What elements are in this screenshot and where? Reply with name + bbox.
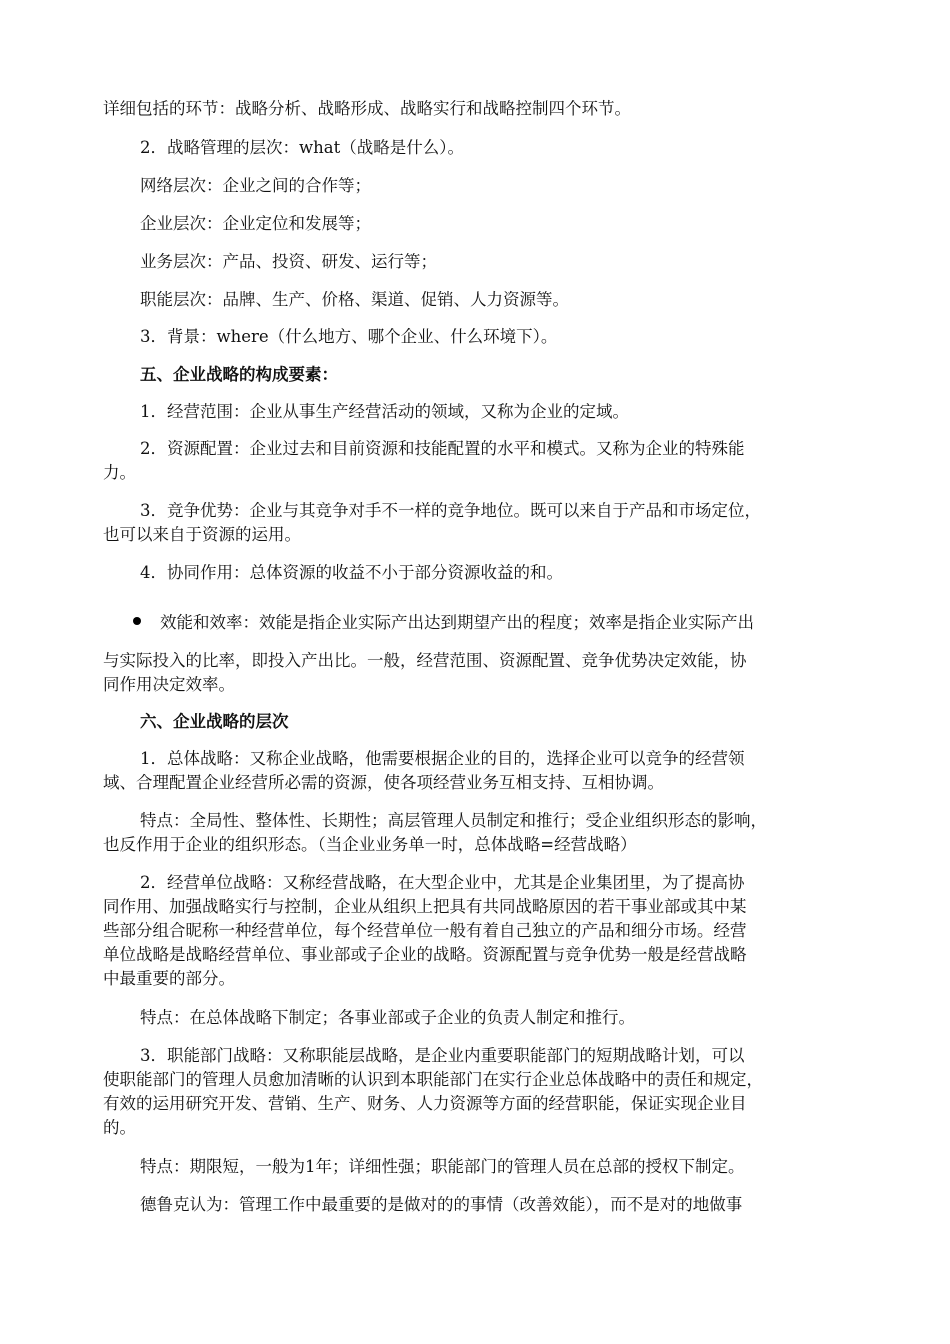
paragraph-competitive-advantage-line-2: 也可以来自于资源的运用。 [103,525,301,544]
paragraph-overall-features-line-1: 特点：全局性、整体性、长期性；高层管理人员制定和推行；受企业组织形态的影响， [140,811,767,830]
paragraph-resource-allocation-line-1: 2．资源配置：企业过去和目前资源和技能配置的水平和模式。又称为企业的特殊能 [140,439,745,458]
paragraph-background: 3．背景：where（什么地方、哪个企业、什么环境下）。 [140,327,558,346]
paragraph-functional-strategy-line-3: 有效的运用研究开发、营销、生产、财务、人力资源等方面的经营职能，保证实现企业目 [103,1094,747,1113]
bullet-dot-icon [133,617,141,625]
paragraph-business-unit-line-2: 同作用、加强战略实行与控制，企业从组织上把具有共同战略原因的若干事业部或其中某 [103,897,747,916]
paragraph-network-level: 网络层次：企业之间的合作等； [140,176,371,195]
paragraph-effectiveness-line-3: 同作用决定效率。 [103,675,235,694]
heading-section-five: 五、企业战略的构成要素： [140,365,338,384]
paragraph-functional-level: 职能层次：品牌、生产、价格、渠道、促销、人力资源等。 [140,290,569,309]
paragraph-management-levels: 2．战略管理的层次：what（战略是什么）。 [140,138,464,157]
paragraph-strategy-stages: 详细包括的环节：战略分析、战略形成、战略实行和战略控制四个环节。 [103,99,631,118]
paragraph-business-unit-line-5: 中最重要的部分。 [103,969,235,988]
paragraph-business-unit-line-3: 些部分组合昵称一种经营单位，每个经营单位一般有着自己独立的产品和细分市场。经营 [103,921,747,940]
paragraph-functional-strategy-line-1: 3．职能部门战略：又称职能层战略，是企业内重要职能部门的短期战略计划，可以 [140,1046,745,1065]
paragraph-synergy: 4．协同作用：总体资源的收益不小于部分资源收益的和。 [140,563,563,582]
paragraph-effectiveness-line-1: 效能和效率：效能是指企业实际产出达到期望产出的程度；效率是指企业实际产出 [160,613,754,632]
paragraph-overall-features-line-2: 也反作用于企业的组织形态。（当企业业务单一时，总体战略=经营战略） [103,835,637,854]
paragraph-resource-allocation-line-2: 力。 [103,463,136,482]
paragraph-business-level: 业务层次：产品、投资、研发、运行等； [140,252,437,271]
paragraph-enterprise-level: 企业层次：企业定位和发展等； [140,214,371,233]
paragraph-functional-strategy-line-4: 的。 [103,1118,136,1137]
paragraph-business-unit-line-1: 2．经营单位战略：又称经营战略，在大型企业中，尤其是企业集团里，为了提高协 [140,873,745,892]
paragraph-business-unit-line-4: 单位战略是战略经营单位、事业部或子企业的战略。资源配置与竞争优势一般是经营战略 [103,945,747,964]
paragraph-overall-strategy-line-2: 域、合理配置企业经营所必需的资源，使各项经营业务互相支持、互相协调。 [103,773,664,792]
paragraph-business-unit-features: 特点：在总体战略下制定；各事业部或子企业的负责人制定和推行。 [140,1008,635,1027]
paragraph-overall-strategy-line-1: 1．总体战略：又称企业战略，他需要根据企业的目的，选择企业可以竞争的经营领 [140,749,745,768]
paragraph-effectiveness-line-2: 与实际投入的比率，即投入产出比。一般，经营范围、资源配置、竞争优势决定效能，协 [103,651,747,670]
paragraph-drucker-quote: 德鲁克认为：管理工作中最重要的是做对的的事情（改善效能），而不是对的地做事 [140,1195,743,1214]
heading-section-six: 六、企业战略的层次 [140,712,289,731]
paragraph-business-scope: 1．经营范围：企业从事生产经营活动的领域，又称为企业的定域。 [140,402,629,421]
paragraph-competitive-advantage-line-1: 3．竞争优势：企业与其竞争对手不一样的竞争地位。既可以来自于产品和市场定位， [140,501,761,520]
paragraph-functional-strategy-line-2: 使职能部门的管理人员愈加清晰的认识到本职能部门在实行企业总体战略中的责任和规定， [103,1070,763,1089]
paragraph-functional-features: 特点：期限短，一般为1年；详细性强；职能部门的管理人员在总部的授权下制定。 [140,1157,745,1176]
